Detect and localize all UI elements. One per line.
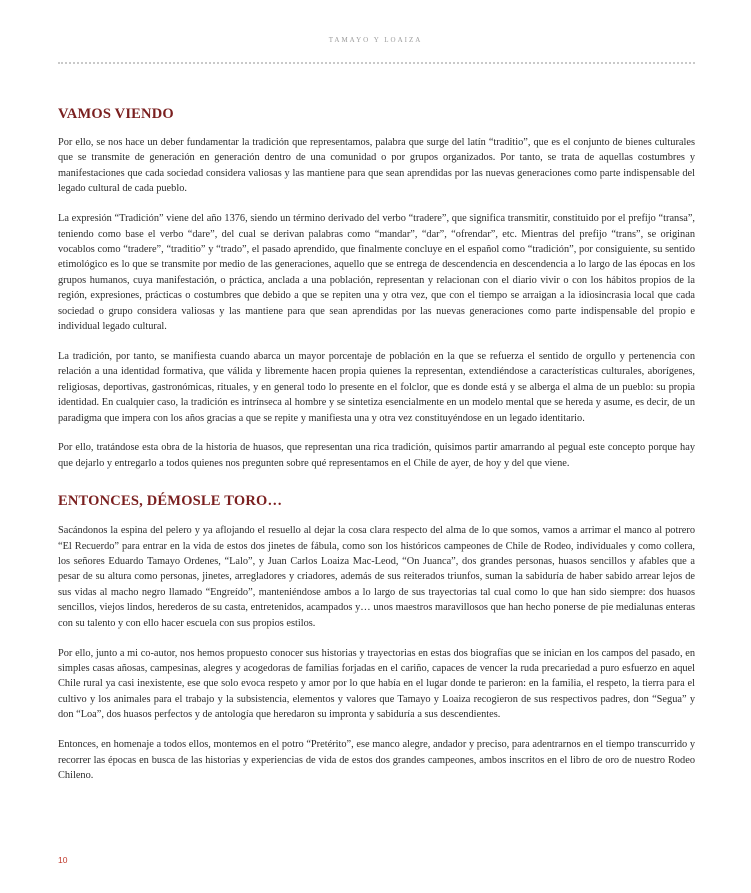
paragraph: Por ello, junto a mi co-autor, nos hemos propuesto conocer sus historias y trayectorias en estas dos biografías que se inician en los campos del pasado, en simples casas añosas, campesinas, alegres y acogedoras de familias forjadas en el cariño, capaces de vencer la ruda precariedad a puro esfuerzo en aquel Chile rural ya casi inexistente, ese que solo evoca respeto y amor por lo que había en el lugar donde te parieron: en la familia, el respeto, la tierra para el cultivo y los animales para el trabajo y la subsistencia, elementos y valores que Tamayo y Loaiza recogieron de sus respectivos padres, don “Segua” y don “Loa”, dos huasos perfectos y de antología que heredaron su impronta y sabiduría a sus descendientes.	[58, 647, 695, 721]
header-divider	[58, 62, 695, 64]
paragraph: Entonces, en homenaje a todos ellos, montemos en el potro “Pretérito”, ese manco alegre, andador y preciso, para adentrarnos en el tiempo transcurrido y recorrer las épocas en busca de las historias y experiencias de vida de estos dos grandes campeones, ambos inscritos en el libro de oro de nuestro Rodeo Chileno.	[58, 739, 695, 781]
paragraph: La tradición, por tanto, se manifiesta cuando abarca un mayor porcentaje de población en la que se refuerza el sentido de orgullo y pertenencia con relación a una identidad formativa, que válida y libremente hacen propia quienes la representan, extendiéndose a características culturales, aborígenes, religiosas, deportivas, gastronómicas, rituales, y en general todo lo presente en el folclor, que es donde está y se alberga el alma de un pueblo: su propia identidad. En cualquier caso, la tradición es intrínseca al hombre y se sintetiza esencialmente en un modelo mental que se hereda y asume, es decir, de un paradigma que impera con los años gracias a que se repite y manifiesta una y otra vez constituyéndose en un legado identitario.	[58, 350, 695, 424]
section-heading-vamos-viendo: VAMOS VIENDO	[58, 106, 174, 122]
running-header: TAMAYO Y LOAIZA	[328, 36, 423, 44]
page-body	[58, 106, 695, 798]
paragraph: La expresión “Tradición” viene del año 1376, siendo un término derivado del verbo “tradere”, que significa transmitir, constituido por el prefijo “transa”, teniendo como base el verbo “dare”, del cual se derivan palabras como “mandar”, “dar”, “ofrendar”, etc. Mientras del prefijo “trans”, se originan vocablos como “tradere”, “traditio” y “trado”, el pasado aprendido, que finalmente concluye en el español como “tradición”, por consiguiente, su sentido etimológico es lo que se transmite por medio de las generaciones, aquello que se entrega de descendencia en descendencia a lo largo de las épocas en los grupos humanos, cuya manifestación, o práctica, anclada a una población, representan y relacionan con el diario vivir o con los hábitos propios de la región, expresiones, prácticas o costumbres que debido a que se repiten una y otra vez, que con el tiempo se arraigan a la idiosincrasia local que cada sociedad o grupo considera valiosas y las mantiene para que sean aprendidas por las nuevas generaciones como parte indispensable del propio e individual legado cultural.	[58, 213, 695, 332]
paragraph: Sacándonos la espina del pelero y ya aflojando el resuello al dejar la cosa clara respecto del alma de lo que somos, vamos a arrimar el manco al potrero “El Recuerdo” para entrar en la vida de estos dos jinetes de fábula, como son los históricos campeones de Chile de Rodeo, individuales y como collera, los señores Eduardo Tamayo Ordenes, “Lalo”, y Juan Carlos Loaiza Mac-Leod, “On Juanca”, dos grandes personas, huasos sencillos y afables que a pesar de su altura como personas, jinetes, arregladores y criadores, además de sus reiterados triunfos, suman la sabiduría de haber sabido arrear lejos de sus vidas al macho negro llamado “Engreído”, manteniéndose ambos a lo largo de sus trayectorias tal cual como lo que han sido siempre: dos huasos sencillos, viejos lindos, herederos de su casta, entretenidos, acampados y… unos maestros maravillosos que han hecho ponerse de pie medialunas enteras con su talento y con ello hacer escuela con sus propios estilos.	[58, 525, 695, 629]
section-heading-entonces: ENTONCES, DÉMOSLE TORO…	[58, 493, 283, 510]
paragraph: Por ello, se nos hace un deber fundamentar la tradición que representamos, palabra que surge del latín “traditio”, que es el conjunto de bienes culturales que se transmite de generación en generación dentro de una comunidad o por grupos organizados. Por tanto, se trata de aquellas costumbres y manifestaciones que cada sociedad considera valiosas y las mantiene para que sean aprendidas por las nuevas generaciones como parte indispensable del legado cultural de cada pueblo.	[58, 137, 695, 195]
page-number: 10	[58, 855, 68, 865]
paragraph: Por ello, tratándose esta obra de la historia de huasos, que representan una rica tradición, quisimos partir amarrando al pegual este concepto porque hay que dejarlo y entregarlo a todos quienes nos pregunten sobre qué representamos en el Chile de ayer, de hoy y del que viene.	[58, 442, 695, 469]
